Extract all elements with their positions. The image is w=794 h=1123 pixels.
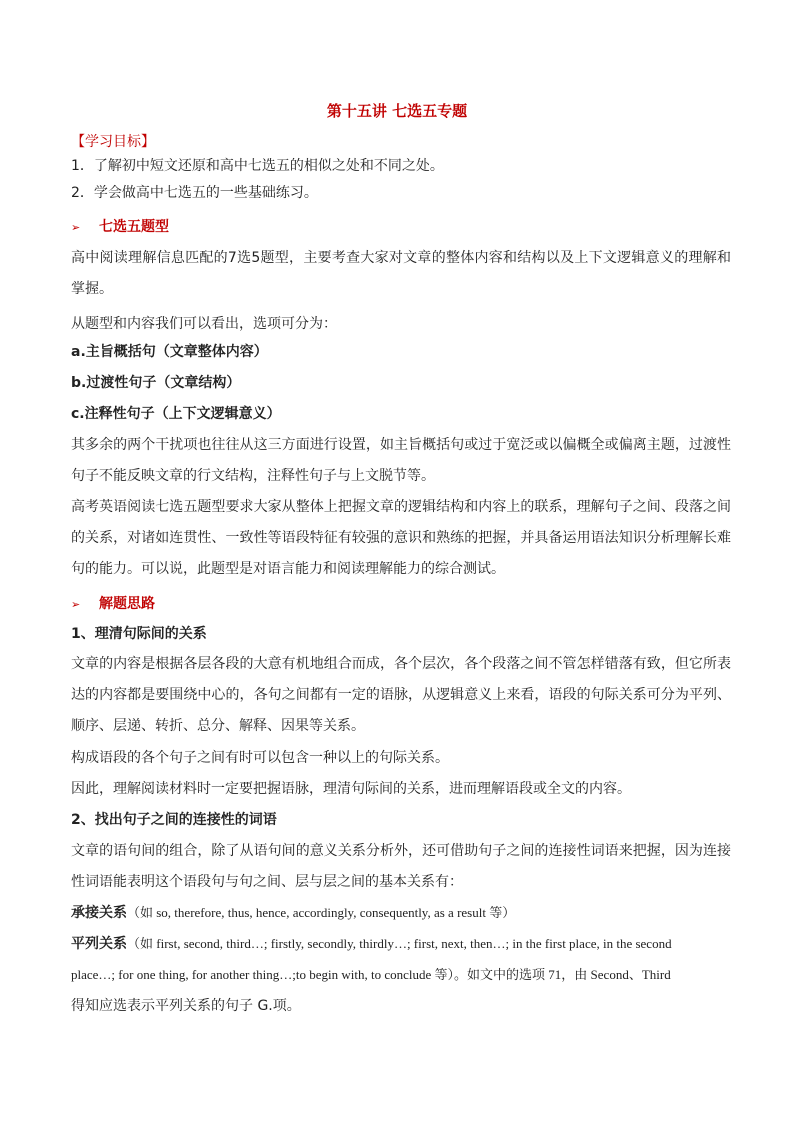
arrow-bullet-icon: ➢ <box>71 598 81 611</box>
section-heading-text: 解题思路 <box>99 596 155 612</box>
parallel-label: 平列关系 <box>71 936 127 952</box>
succession-examples: （如 so, therefore, thus, hence, accordingly, consequently, as a result 等） <box>127 905 516 920</box>
succession-label: 承接关系 <box>71 905 127 921</box>
objective-item: 1．了解初中短文还原和高中七选五的相似之处和不同之处。 <box>71 158 444 174</box>
succession-relation <box>71 903 515 923</box>
relations-paragraph: 文章的内容是根据各层各段的大意有机地组合而成，各个层次，各个段落之间不管怎样错落有致，但它所表达的内容都是要围绕中心的，各句之间都有一定的语脉，从逻辑意义上来看，语段的句际关系可分为平列、顺序、层递、转折、总分、解释、因果等关系。 <box>71 656 731 734</box>
parallel-examples-line3: 得知应选表示平列关系的句子 G.项。 <box>71 998 301 1014</box>
section-heading-question-type <box>71 216 169 236</box>
relations-conclusion: 因此，理解阅读材料时一定要把握语脉，理清句际间的关系，进而理解语段或全文的内容。 <box>71 781 631 797</box>
intro-paragraph: 高中阅读理解信息匹配的7选5题型，主要考查大家对文章的整体内容和结构以及上下文逻辑意义的理解和掌握。 <box>71 250 731 297</box>
distractor-paragraph: 其多余的两个干扰项也往往从这三方面进行设置，如主旨概括句或过于宽泛或以偏概全或偏离主题，过渡性句子不能反映文章的行文结构，注释性句子与上文脱节等。 <box>71 437 731 484</box>
arrow-bullet-icon: ➢ <box>71 221 81 234</box>
option-type-a: a.主旨概括句（文章整体内容） <box>71 344 268 360</box>
parallel-relation <box>71 934 672 954</box>
connectives-paragraph: 文章的语句间的组合，除了从语句间的意义关系分析外，还可借助句子之间的连接性词语来把握，因为连接性词语能表明这个语段句与句之间、层与层之间的基本关系有： <box>71 843 731 890</box>
requirement-paragraph: 高考英语阅读七选五题型要求大家从整体上把握文章的逻辑结构和内容上的联系，理解句子之间、段落之间的关系，对诸如连贯性、一致性等语段特征有较强的意识和熟练的把握，并具备运用语法知识分析理解长难句的能力。可以说，此题型是对语言能力和阅读理解能力的综合测试。 <box>71 499 731 577</box>
page-title: 第十五讲 七选五专题 <box>326 102 468 120</box>
parallel-examples-line1: （如 first, second, third…; firstly, secondly, thirdly…; first, next, then…; in the first place, in the second <box>127 936 672 951</box>
objective-item: 2．学会做高中七选五的一些基础练习。 <box>71 185 318 201</box>
section-heading-text: 七选五题型 <box>99 219 169 235</box>
parallel-examples-line2: place…; for one thing, for another thing…;to begin with, to conclude 等）。如文中的选项 71，由 Second、Third <box>71 967 671 982</box>
relations-note: 构成语段的各个句子之间有时可以包含一种以上的句际关系。 <box>71 750 449 766</box>
subheading-connectives: 2、找出句子之间的连接性的词语 <box>71 812 277 828</box>
section-heading-solving-approach <box>71 593 155 613</box>
lead-sentence: 从题型和内容我们可以看出，选项可分为： <box>71 316 337 332</box>
option-type-c: c.注释性句子（上下文逻辑意义） <box>71 406 281 422</box>
subheading-sentence-relations: 1、理清句际间的关系 <box>71 626 207 642</box>
objectives-heading: 【学习目标】 <box>71 134 155 150</box>
option-type-b: b.过渡性句子（文章结构） <box>71 375 241 391</box>
